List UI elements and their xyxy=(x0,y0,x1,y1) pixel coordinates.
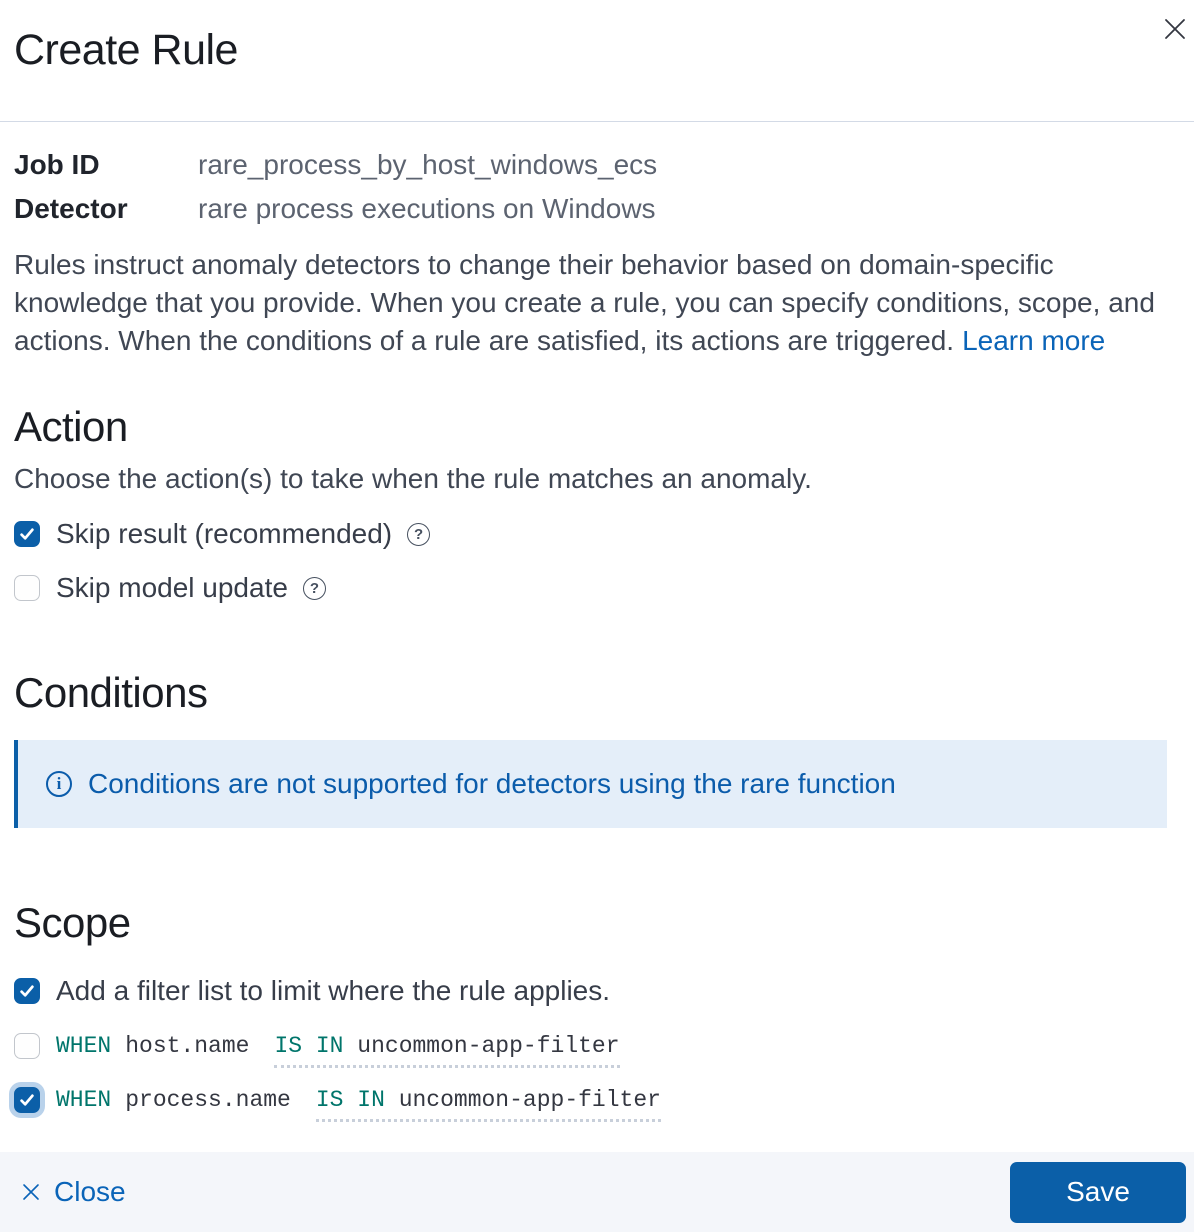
save-button[interactable]: Save xyxy=(1010,1162,1186,1223)
conditions-section-title: Conditions xyxy=(14,669,208,716)
filter-list-name: uncommon-app-filter xyxy=(357,1033,620,1059)
detector-row xyxy=(14,187,1167,231)
detector-label: Detector xyxy=(14,193,128,224)
rule-description xyxy=(14,246,1167,360)
scope-filter-row-process xyxy=(14,1087,1167,1113)
help-icon[interactable]: ? xyxy=(303,577,326,600)
host-name-filter-checkbox[interactable] xyxy=(14,1033,40,1059)
scope-enable-label: Add a filter list to limit where the rule applies. xyxy=(56,975,611,1006)
is-in-operator: IS IN xyxy=(274,1033,344,1059)
skip-result-checkbox[interactable] xyxy=(14,521,40,547)
scope-filter-row-host xyxy=(14,1033,1167,1059)
rule-description-text: Rules instruct anomaly detectors to change their behavior based on domain-specific knowledge that you provide. When you create a rule, you can specify conditions, scope, and actions. When the conditions of a rule are satisfied, its actions are triggered. xyxy=(14,249,1155,356)
page-title: Create Rule xyxy=(14,26,238,74)
close-icon[interactable] xyxy=(1160,14,1190,44)
skip-model-update-row xyxy=(14,572,1167,604)
detector-value: rare process executions on Windows xyxy=(198,193,656,224)
info-icon: i xyxy=(46,771,72,797)
skip-model-update-label: Skip model update xyxy=(56,572,288,603)
process-name-filter-expression xyxy=(56,1087,661,1113)
when-keyword: WHEN xyxy=(56,1033,112,1059)
job-id-label: Job ID xyxy=(14,149,100,180)
process-name-filter-checkbox[interactable] xyxy=(14,1087,40,1113)
job-id-value: rare_process_by_host_windows_ecs xyxy=(198,149,658,180)
skip-result-row xyxy=(14,518,1167,550)
checkmark-icon xyxy=(18,525,36,543)
scope-section-title: Scope xyxy=(14,899,131,946)
close-x-glyph xyxy=(1162,16,1188,42)
filter-list-name: uncommon-app-filter xyxy=(398,1087,661,1113)
when-keyword: WHEN xyxy=(56,1087,112,1113)
checkmark-icon xyxy=(18,1091,36,1109)
help-icon[interactable]: ? xyxy=(407,523,430,546)
job-id-row xyxy=(14,143,1167,187)
host-name-filter-expression xyxy=(56,1033,620,1059)
is-in-operator: IS IN xyxy=(315,1087,385,1113)
operator-filter-selector[interactable] xyxy=(316,1087,661,1122)
conditions-callout-text: Conditions are not supported for detectors using the rare function xyxy=(88,768,896,799)
flyout-footer xyxy=(0,1152,1194,1232)
skip-model-update-checkbox[interactable] xyxy=(14,575,40,601)
close-button[interactable] xyxy=(20,1176,126,1208)
close-x-icon xyxy=(20,1181,42,1203)
flyout-body xyxy=(0,143,1194,1113)
action-section-subtitle: Choose the action(s) to take when the rule matches an anomaly. xyxy=(14,463,812,494)
action-section-title: Action xyxy=(14,403,128,450)
job-meta xyxy=(14,143,1167,231)
learn-more-link[interactable]: Learn more xyxy=(962,325,1106,356)
field-name: host.name xyxy=(125,1033,250,1059)
flyout-header xyxy=(0,0,1194,122)
scope-enable-checkbox[interactable] xyxy=(14,978,40,1004)
checkmark-icon xyxy=(18,982,36,1000)
operator-filter-selector[interactable] xyxy=(274,1033,619,1068)
scope-enable-row xyxy=(14,975,1167,1007)
close-button-label: Close xyxy=(54,1176,126,1207)
field-name: process.name xyxy=(125,1087,291,1113)
skip-result-label: Skip result (recommended) xyxy=(56,518,393,549)
conditions-callout xyxy=(14,740,1167,828)
